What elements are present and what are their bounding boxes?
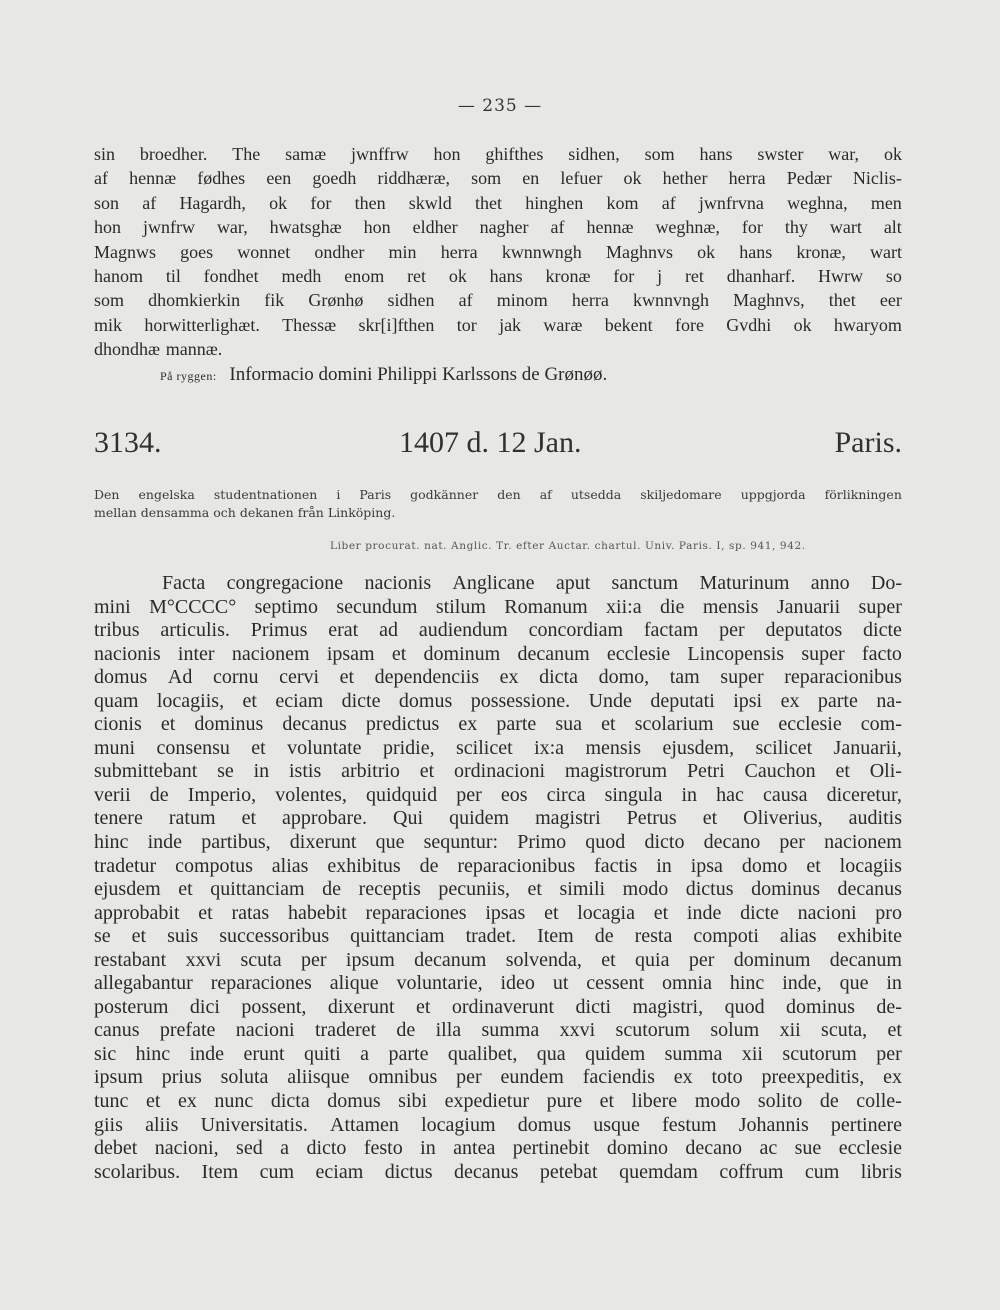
text-line: se et suis successoribus quittanciam tradet. Item de resta compoti alias exhibite: [94, 925, 902, 948]
text-line: tribus articulis. Primus erat ad audiendum concordiam factam per deputatos dicte: [94, 619, 902, 642]
text-line: nacionis inter nacionem ipsam et dominum decanum ecclesie Lincopensis super facto: [94, 642, 902, 665]
charter-date: 1407 d. 12 Jan.: [399, 426, 582, 459]
main-text: [94, 572, 902, 1184]
text-line: verii de Imperio, volentes, quidquid per eos circa singula in hac causa diceretur,: [94, 783, 902, 806]
text-line: mellan densamma och dekanen från Linköping.: [94, 505, 396, 520]
endorsement-label: På ryggen:: [160, 369, 217, 383]
text-line: som dhomkierkin fik Grønhø sidhen af minom herra kwnnvngh Maghnvs, thet eer: [94, 290, 902, 311]
text-line: Facta congregacione nacionis Anglicane aput sanctum Maturinum anno Do-: [162, 572, 902, 594]
text-line: son af Hagardh, ok for then skwld thet hinghen kom af jwnfrvna weghna, men: [94, 192, 902, 213]
text-line: sin broedher. The samæ jwnffrw hon ghifthes sidhen, som hans swster war, ok: [94, 144, 902, 164]
page-number: — 235 —: [457, 96, 543, 116]
charter-place: Paris.: [834, 426, 902, 459]
endorsement: [160, 364, 607, 386]
text-line: submittebant se in istis arbitrio et ordinacioni magistrorum Petri Cauchon et Oli-: [94, 760, 902, 783]
text-line: domus Ad cornu cervi et dependenciis ex dicta domo, tam super reparacionibus: [94, 666, 902, 689]
text-line: Den engelska studentnationen i Paris godkänner den af utsedda skiljedomare uppgjorda förlikningen: [94, 487, 902, 502]
text-line: hon jwnfrw war, hwatsghæ hon eldher nagher af hennæ weghnæ, for thy wart alt: [94, 217, 902, 238]
text-line: af hennæ fødhes een goedh riddhæræ, som en lefuer ok hether herra Pedær Niclis-: [94, 168, 902, 189]
source-reference: Liber procurat. nat. Anglic. Tr. efter Auctar. chartul. Univ. Paris. I, sp. 941, 942.: [330, 540, 806, 552]
text-line: giis aliis Universitatis. Attamen locagium domus usque festum Johannis pertinere: [94, 1113, 902, 1136]
text-line: scolaribus. Item cum eciam dictus decanus petebat quemdam coffrum cum libris: [94, 1160, 902, 1183]
text-line: mik horwitterlighæt. Thessæ skr[i]fthen tor jak waræ bekent fore Gvdhi ok hwaryom: [94, 314, 902, 335]
charter-number: 3134.: [94, 426, 162, 459]
text-line: allegabantur reparaciones alique voluntarie, ideo ut cessent omnia hinc inde, que in: [94, 972, 902, 995]
text-line: hanom til fondhet medh enom ret ok hans kronæ for j ret dhanharf. Hwrw so: [94, 265, 902, 286]
text-line: tunc et ex nunc dicta domus sibi expedietur pure et libere modo solito de colle-: [94, 1090, 902, 1113]
text-line: Magnws goes wonnet ondher min herra kwnnwngh Maghnvs ok hans kronæ, wart: [94, 241, 902, 262]
top-text: [94, 142, 902, 362]
text-line: cionis et dominus decanus predictus ex parte sua et scolarium sue ecclesie com-: [94, 713, 902, 736]
charter-heading: [94, 426, 902, 466]
endorsement-text: Informacio domini Philippi Karlssons de Grønøø.: [229, 364, 608, 385]
text-line: tradetur compotus alias exhibitus de reparacionibus factis in ipsa domo et locagiis: [94, 854, 902, 877]
text-line: canus prefate nacioni traderet de illa summa xxvi scutorum solum xii scuta, et: [94, 1019, 902, 1042]
text-line: sic hinc inde erunt quiti a parte qualibet, qua quidem summa xii scutorum per: [94, 1042, 902, 1065]
text-line: quam locagiis, et eciam dicte domus possessione. Unde deputati ipsi ex parte na-: [94, 689, 902, 712]
text-line: approbabit et ratas habebit reparaciones ipsas et locagia et inde dicte nacioni pro: [94, 901, 902, 924]
text-line: ipsum prius soluta aliisque omnibus per eundem faciendis ex toto preexpeditis, ex: [94, 1066, 902, 1089]
text-line: mini M°CCCC° septimo secundum stilum Romanum xii:a die mensis Januarii super: [94, 595, 902, 618]
text-line: debet nacioni, sed a dicto festo in antea pertinebit domino decano ac sue ecclesie: [94, 1137, 902, 1160]
text-line: tenere ratum et approbare. Qui quidem magistri Petrus et Oliverius, auditis: [94, 807, 902, 830]
text-line: restabant xxvi scuta per ipsum decanum solvenda, et quia per dominum decanum: [94, 948, 902, 971]
text-line: posterum dici possent, dixerunt et ordinaverunt dicti magistri, quod dominus de-: [94, 995, 902, 1018]
text-line: ejusdem et quittanciam de receptis pecuniis, et simili modo dictus dominus decanus: [94, 878, 902, 901]
text-line: dhondhæ mannæ.: [94, 339, 223, 360]
text-line: muni consensu et voluntate pridie, scilicet ix:a mensis ejusdem, scilicet Januarii,: [94, 736, 902, 759]
charter-summary: [94, 486, 902, 522]
text-line: hinc inde partibus, dixerunt que sequntur: Primo quod dicto decano per nacionem: [94, 831, 902, 854]
